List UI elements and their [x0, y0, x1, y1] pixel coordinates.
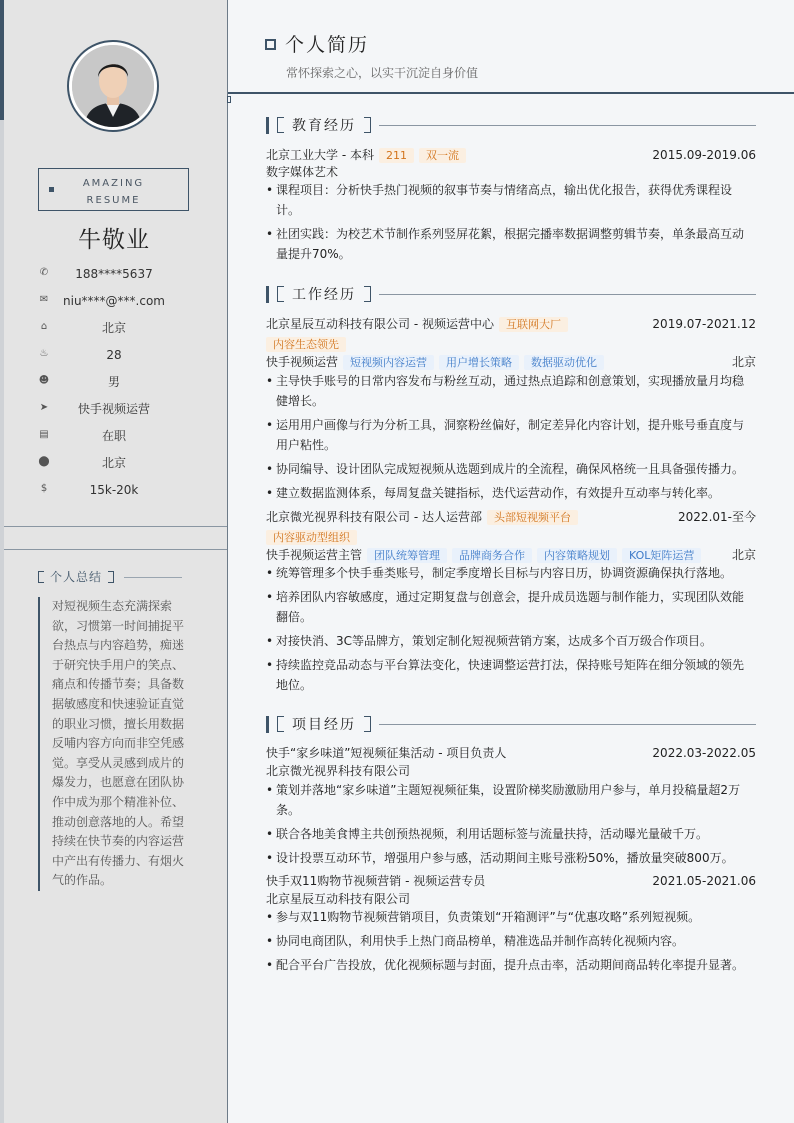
avatar-frame: [67, 40, 159, 132]
project-date: 2022.03-2022.05: [652, 746, 756, 760]
sidebar-edge: [0, 0, 4, 1123]
major-row: [266, 163, 756, 181]
home-icon: ⌂: [40, 321, 48, 332]
money-icon: $: [40, 483, 48, 494]
info-value: 男: [107, 375, 120, 389]
project-date: 2021.05-2021.06: [652, 874, 756, 888]
info-value: 188****5637: [75, 267, 153, 281]
tag-badge: 内容驱动型组织: [266, 530, 357, 545]
bullet-item: • 主导快手账号的日常内容发布与粉丝互动，通过热点追踪和创意策划，实现播放量月均稳健增长。: [266, 372, 746, 411]
sidebar-edge-accent: [0, 0, 4, 120]
section-heading-label: 教育经历: [292, 118, 356, 134]
bullet-item: • 联合各地美食博主共创预热视频，利用话题标签与流量扶持，活动曝光量破千万。: [266, 825, 746, 845]
bullet-item: • 课程项目：分析快手热门视频的叙事节奏与情绪高点，输出优化报告，获得优秀课程设计。: [266, 181, 746, 220]
title-square-icon: [265, 39, 276, 50]
school-name: 北京工业大学 - 本科: [266, 148, 374, 162]
info-value: 北京: [101, 456, 126, 470]
info-row: [0, 370, 228, 397]
info-value: 快手视频运营: [77, 402, 150, 416]
company-name: 北京微光视界科技有限公司 - 达人运营部: [266, 510, 482, 524]
info-row: [0, 397, 228, 424]
bracket-right-icon: [364, 286, 371, 302]
project-company-row: [266, 890, 756, 908]
section-rule: [379, 294, 756, 295]
job-location: 北京: [731, 355, 756, 369]
project-name: 快手双11购物节视频营销 - 视频运营专员: [266, 874, 486, 888]
section-bar-icon: [266, 286, 269, 303]
bullet-item: • 建立数据监测体系，每周复盘关键指标，迭代运营动作，有效提升互动率与转化率。: [266, 484, 746, 504]
tag-badge: 头部短视频平台: [487, 510, 578, 525]
summary-heading: [38, 568, 114, 585]
bullet-item: • 设计投票互动环节，增强用户参与感，活动期间主账号涨粉50%，播放量突破800万。: [266, 849, 746, 869]
job-date: 2019.07-2021.12: [652, 317, 756, 331]
bullet-item: • 统筹管理多个快手垂类账号，制定季度增长目标与内容日历，协调资源确保执行落地。: [266, 564, 746, 584]
project-row: [266, 872, 756, 890]
info-row: [0, 289, 228, 316]
bullet-item: • 策划并落地“家乡味道”主题短视频征集，设置阶梯奖励激励用户参与，单月投稿量超2万条。: [266, 781, 746, 820]
badge-line-1: AMAZING: [82, 178, 145, 189]
summary-heading-rule: [124, 577, 182, 578]
tag-badge: 用户增长策略: [439, 355, 519, 370]
badge-line-2: RESUME: [86, 195, 141, 206]
bullet-item: • 持续监控竞品动态与平台算法变化，快速调整运营打法，保持账号矩阵在细分领域的领先地位。: [266, 656, 746, 695]
tag-badge: 数据驱动优化: [524, 355, 604, 370]
section-bar-icon: [266, 716, 269, 733]
section-heading: [266, 285, 756, 303]
bullet-item: • 配合平台广告投放，优化视频标题与封面，提升点击率，活动期间商品转化率提升显著。: [266, 956, 746, 976]
info-row: [0, 451, 228, 478]
role-row: [266, 546, 756, 564]
tag-badge: KOL矩阵运营: [622, 548, 701, 563]
phone-icon: ✆: [39, 267, 49, 278]
info-row: [0, 262, 228, 289]
cake-icon: ♨: [39, 348, 49, 359]
bullet-item: • 培养团队内容敏感度，通过定期复盘与创意会，提升成员选题与制作能力，实现团队效能翻倍。: [266, 588, 746, 627]
rule-marker-icon: [227, 96, 231, 103]
briefcase-icon: ▤: [39, 429, 49, 440]
candidate-name: 牛敬业: [78, 227, 150, 253]
info-row: [0, 478, 228, 505]
bracket-right-icon: [364, 117, 371, 133]
page-subtitle: 常怀探索之心，以实干沉淀自身价值: [286, 66, 479, 80]
section-rule: [379, 724, 756, 725]
section-bar-icon: [266, 117, 269, 134]
education-date: 2015.09-2019.06: [652, 148, 756, 162]
info-row: [0, 316, 228, 343]
tag-badge: 短视频内容运营: [343, 355, 434, 370]
company-tag-row: [266, 528, 756, 546]
section-rule: [379, 125, 756, 126]
info-value: 北京: [101, 321, 126, 335]
bracket-right-icon: [108, 571, 114, 583]
smile-icon: ☻: [38, 375, 50, 386]
info-value: 15k-20k: [89, 483, 139, 497]
section-heading: [266, 715, 756, 733]
tag-badge: 双一流: [419, 148, 466, 163]
project-row: [266, 744, 756, 762]
bracket-left-icon: [38, 571, 44, 583]
location-pin-icon: ⬤: [38, 456, 50, 467]
bracket-left-icon: [277, 716, 284, 732]
bullet-item: • 协同编导、设计团队完成短视频从选题到成片的全流程，确保风格统一且具备强传播力。: [266, 460, 746, 480]
company-row: [266, 508, 756, 526]
section-heading-label: 工作经历: [292, 287, 356, 303]
page-title-label: 个人简历: [285, 34, 370, 56]
role-row: [266, 353, 756, 371]
job-location: 北京: [731, 548, 756, 562]
badge-square-icon: [49, 187, 54, 192]
summary-heading-label: 个人总结: [50, 570, 103, 584]
project-name: 快手“家乡味道”短视频征集活动 - 项目负责人: [266, 746, 507, 760]
tag-badge: 团队统筹管理: [367, 548, 447, 563]
role-title: 快手视频运营主管: [266, 548, 363, 562]
bracket-right-icon: [364, 716, 371, 732]
tag-badge: 互联网大厂: [499, 317, 568, 332]
avatar-photo-icon: [72, 45, 154, 127]
project-company: 北京星辰互动科技有限公司: [266, 892, 411, 906]
contact-info-list: [0, 262, 228, 505]
info-value: 在职: [101, 429, 126, 443]
page-title: [265, 30, 369, 57]
tag-badge: 211: [379, 148, 414, 163]
bullet-item: • 对接快消、3C等品牌方，策划定制化短视频营销方案，达成多个百万级合作项目。: [266, 632, 746, 652]
bullet-item: • 参与双11购物节视频营销项目，负责策划“开箱测评”与“优惠攻略”系列短视频。: [266, 908, 746, 928]
bullet-item: • 协同电商团队，利用快手上热门商品榜单，精准选品并制作高转化视频内容。: [266, 932, 746, 952]
project-company: 北京微光视界科技有限公司: [266, 764, 411, 778]
education-row: [266, 146, 756, 164]
info-value: niu****@***.com: [63, 294, 165, 308]
bracket-left-icon: [277, 117, 284, 133]
project-company-row: [266, 762, 756, 780]
summary-text: 对短视频生态充满探索欲，习惯第一时间捕捉平台热点与内容趋势，痴迷于研究快手用户的笑点、痛点和传播节奏；具备数据敏感度和快速验证直觉的职业习惯，擅长用数据反哺内容方向而非空凭感觉。享受从灵感到成片的爆发力，也愿意在团队协作中成为那个精准补位、推动创意落地的人。希望持续在快节奏的内容运营中产出有传播力、有烟火气的作品。: [38, 597, 188, 891]
mail-icon: ✉: [39, 294, 49, 305]
header-rule: [228, 92, 794, 94]
tag-badge: 内容策略规划: [537, 548, 617, 563]
major: 数字媒体艺术: [266, 165, 339, 179]
tag-badge: 内容生态领先: [266, 337, 346, 352]
company-row: [266, 315, 756, 333]
bullet-item: • 社团实践：为校艺术节制作系列竖屏花絮，根据完播率数据调整剪辑节奏，单条最高互动量提升70%。: [266, 225, 746, 264]
sidebar-divider: [4, 526, 227, 527]
section-heading-label: 项目经历: [292, 717, 356, 733]
section-heading: [266, 116, 756, 134]
bracket-left-icon: [277, 286, 284, 302]
bullet-item: • 运用用户画像与行为分析工具，洞察粉丝偏好，制定差异化内容计划，提升账号垂直度与用户粘性。: [266, 416, 746, 455]
role-title: 快手视频运营: [266, 355, 339, 369]
info-value: 28: [106, 348, 122, 362]
sidebar-divider: [4, 549, 227, 550]
amazing-resume-badge: [38, 168, 189, 211]
company-name: 北京星辰互动科技有限公司 - 视频运营中心: [266, 317, 494, 331]
avatar: [72, 45, 154, 127]
info-row: [0, 343, 228, 370]
sidebar: [0, 0, 228, 1123]
company-tag-row: [266, 335, 756, 353]
send-icon: ➤: [39, 402, 49, 413]
info-row: [0, 424, 228, 451]
tag-badge: 品牌商务合作: [452, 548, 532, 563]
job-date: 2022.01-至今: [678, 510, 756, 524]
